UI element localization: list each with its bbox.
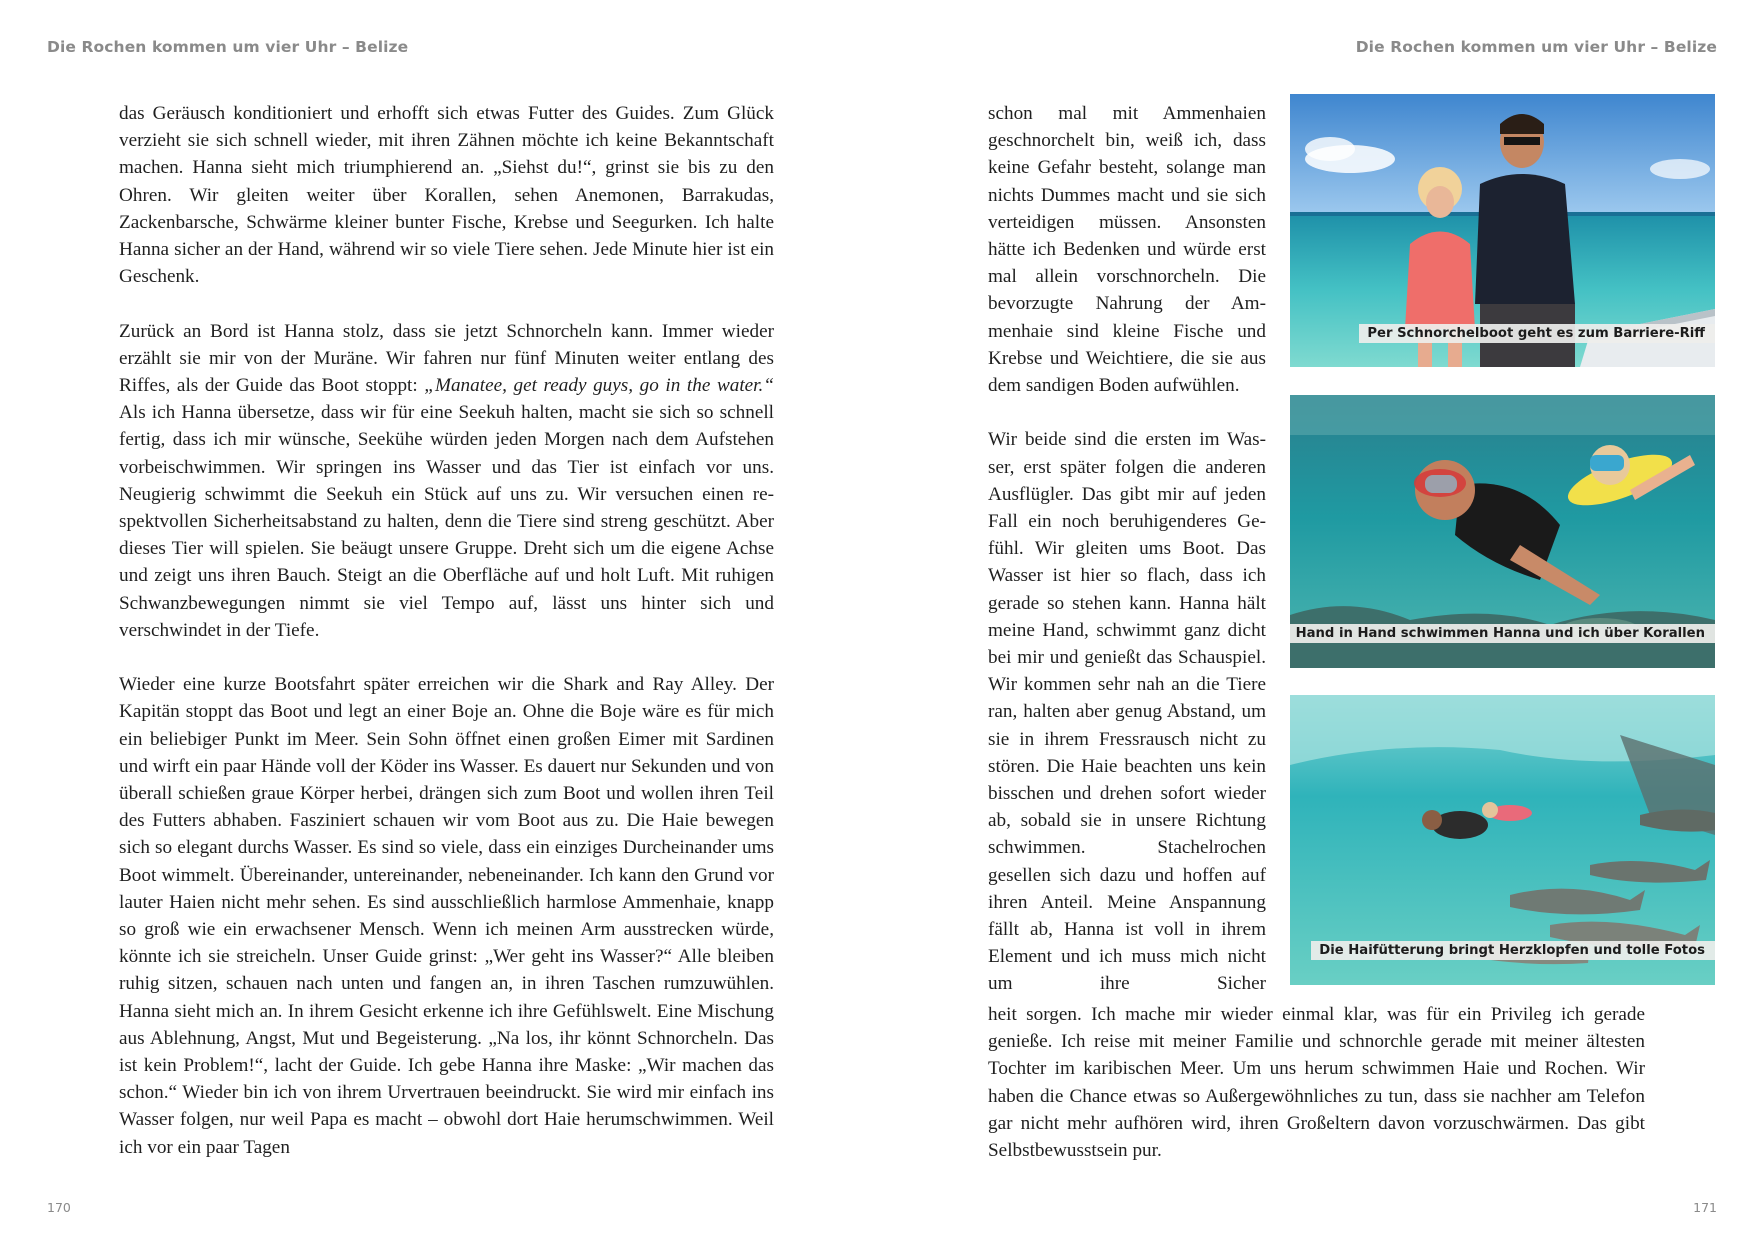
paragraph-5-continued: heit sorgen. Ich mache mir wieder einmal klar, was für ein Privileg ich gerade genieße. Ich reise mit meiner Familie und schnorchle gerade mit meiner ältesten Tochter im karibischen Meer. Um uns herum schwimmen Haie und Rochen. Wir haben die Chance etwas so Außergewöhnliches zu tun, dass sie nachher am Telefon gar nicht mehr aufhören wird, ihren Großeltern davon vorzuschwärmen. Das gibt Selbstbewusstsein pur. (988, 1004, 1645, 1162)
photo-snorkel-boat (1290, 94, 1715, 367)
running-head-right: Die Rochen kommen um vier Uhr – Belize (1355, 38, 1717, 56)
guide-quote: „Manatee, get ready guys, go in the water.“ (424, 375, 774, 397)
paragraph-5: Wir beide sind die ersten im Wasser, erst später folgen die anderen Ausflügler. Das gibt mir auf jeden Fall ein noch beruhigenderes Gefühl. Wir gleiten ums Boot. Das Wasser ist hier so flach, dass ich gerade so stehen kann. Hanna hält meine Hand, schwimmt ganz dicht bei mir und genießt das Schauspiel. Wir kommen sehr nah an die Tiere ran, halten aber genug Abstand, um sie in ihrem Fressrausch nicht zu stören. Die Haie beachten uns kein bisschen und drehen sofort wieder ab, sobald sie in unsere Richtung schwimmen. Stachelrochen gesellen sich dazu und hoffen auf ihren Anteil. Meine Anspannung fällt ab, Hanna ist voll in ihrem Element und ich muss mich nicht um ihre Sicher (988, 429, 1266, 995)
paragraph-4: schon mal mit Ammenhaien geschnorchelt bin, weiß ich, dass keine Gefahr besteht, solange man nichts Dummes macht und sie sich verteidigen müssen. Ansonsten hätte ich Bedenken und würde erst mal allein vorschnorcheln. Die bevorzugte Nahrung der Ammenhaie sind kleine Fische und Krebse und Weichtiere, die sie aus dem sandigen Boden aufwühlen. (988, 103, 1266, 397)
running-head-left: Die Rochen kommen um vier Uhr – Belize (47, 38, 409, 56)
right-page-text-wide (988, 1001, 1645, 1164)
paragraph-2 (119, 318, 774, 644)
paragraph-2-end: Wir springen ins Wasser und das Tier ist einfach vor uns. Neugierig schwimmt die Seekuh ein Stück auf uns zu. Wir versuchen einen respektvollen Sicherheitsabstand zu halten, denn die Tiere sind streng geschützt. Aber dieses Tier will spielen. Sie beäugt unsere Gruppe. Dreht sich um die eigene Achse und zeigt uns ihren Bauch. Steigt an die Oberfläche auf und holt Luft. Mit ruhigen Schwanzbewegungen nimmt sie viel Tempo auf, lässt uns hinter sich und verschwindet in der Tiefe. (119, 456, 774, 641)
paragraph-2-mid: Als ich Hanna übersetze, dass wir für eine Seekuh halten, macht sie sich so schnell fertig, dass ich mir wünsche, Seekühe würden jeden Morgen nach dem Aufstehen vorbeischwimmen. (119, 402, 774, 478)
page-number-left: 170 (47, 1200, 71, 1215)
paragraph-3: Wieder eine kurze Bootsfahrt später erreichen wir die Shark and Ray Alley. Der Kapitän stoppt das Boot und legt an einer Boje an. Ohne die Boje wäre es für mich ein beliebiger Punkt im Meer. Sein Sohn öffnet einen großen Eimer mit Sardinen und wirft ein paar Hände voll der Köder ins Wasser. Es dauert nur Sekunden und von überall schießen graue Körper herbei, drängen sich zum Boot und wollen ihren Teil des Futters abhaben. Fasziniert schauen wir vom Boot aus zu. Die Haie bewegen sich so elegant durchs Wasser. Es sind so viele, dass ein einziges Durcheinander ums Boot wimmelt. Übereinander, untereinander, nebeneinander. Ich kann den Grund vor lauter Haien nicht mehr sehen. Es sind ausschließlich harmlose Ammenhaie, knapp so groß wie ein erwachsener Mensch. Wenn ich meinen Arm ausstrecken würde, könnte ich sie streicheln. Unser Guide grinst: „Wer geht ins Wasser?“ Alle bleiben ruhig sitzen, schauen nach unten und fangen an, in ihren Taschen rumzuwühlen. Hanna sieht mich an. In ihrem Gesicht erkenne ich ihre Gefühlswelt. Eine Mischung aus Ablehnung, Angst, Mut und Begeisterung. „Na los, ihr könnt Schnorcheln. Das ist kein Problem!“, lacht der Guide. Ich gebe Hanna ihre Maske: „Wir machen das schon.“ Wieder bin ich von ihrem Urvertrauen beeindruckt. Sie wird mir einfach ins Wasser folgen, nur weil Papa es macht – obwohl dort Haie herumschwimmen. Weil ich vor ein paar Tagen (119, 674, 774, 1158)
photo-shark-feeding (1290, 695, 1715, 985)
photo-caption-3: Die Haifütterung bringt Herzklopfen und tolle Fotos (1311, 941, 1715, 960)
right-page-text-narrow (988, 100, 1266, 998)
photo-caption-2: Hand in Hand schwimmen Hanna und ich über Korallen (1290, 624, 1715, 643)
page-number-right: 171 (1693, 1200, 1717, 1215)
left-page-text (119, 100, 774, 1161)
photo-underwater-snorkeling (1290, 395, 1715, 668)
photo-caption-1: Per Schnorchelboot geht es zum Barriere-Riff (1359, 324, 1715, 343)
paragraph-2-start: Zurück an Bord ist Hanna stolz, dass sie jetzt Schnorcheln kann. Immer wieder erzählt sie mir von der Muräne. Wir fahren nur fünf Minuten weiter entlang des Riffes, als der Guide das Boot stoppt: (119, 320, 774, 397)
paragraph-1: das Geräusch konditioniert und erhofft sich etwas Futter des Guides. Zum Glück verzieht sie sich schnell wieder, mit ihren Zähnen möchte ich keine Bekanntschaft machen. Hanna sieht mich triumphierend an. „Siehst du!“, grinst sie bis zu den Ohren. Wir gleiten weiter über Korallen, sehen Anemonen, Barrakudas, Zackenbarsche, Schwärme kleiner bunter Fische, Krebse und Seegurken. Ich halte Hanna sicher an der Hand, während wir so viele Tiere sehen. Jede Minute hier ist ein Geschenk. (119, 103, 774, 288)
